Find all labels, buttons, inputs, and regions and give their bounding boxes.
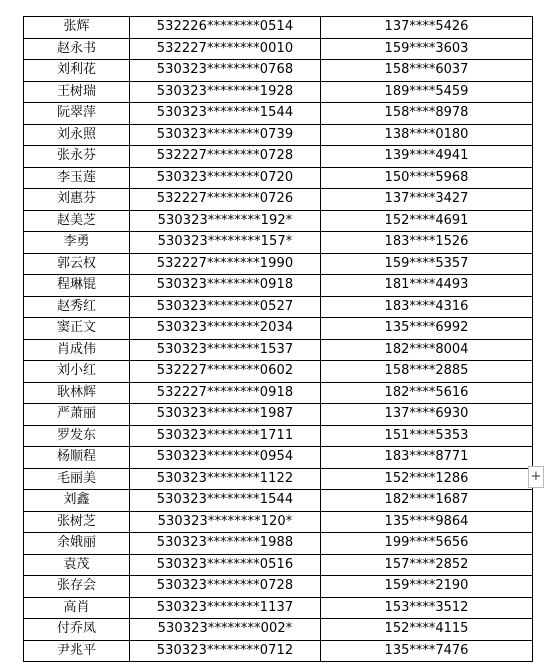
phone-cell[interactable]: 152****1286 (321, 468, 533, 490)
table-row (24, 81, 533, 103)
name-cell[interactable]: 程琳锟 (24, 275, 130, 297)
table-row (24, 146, 533, 168)
phone-cell[interactable]: 159****3603 (321, 38, 533, 60)
id-number-cell[interactable]: 532227********1990 (130, 253, 321, 275)
id-number-cell[interactable]: 530323********0527 (130, 296, 321, 318)
id-number-cell[interactable]: 530323********002* (130, 619, 321, 641)
table-row (24, 275, 533, 297)
table-row (24, 17, 533, 39)
id-number-cell[interactable]: 532227********0010 (130, 38, 321, 60)
table-row (24, 60, 533, 82)
table-row (24, 468, 533, 490)
id-number-cell[interactable]: 530323********0720 (130, 167, 321, 189)
table-row (24, 425, 533, 447)
table-row (24, 447, 533, 469)
phone-cell[interactable]: 135****9864 (321, 511, 533, 533)
phone-cell[interactable]: 137****6930 (321, 404, 533, 426)
phone-cell[interactable]: 182****5616 (321, 382, 533, 404)
name-cell[interactable]: 李勇 (24, 232, 130, 254)
name-cell[interactable]: 余娥丽 (24, 533, 130, 555)
name-cell[interactable]: 赵秀红 (24, 296, 130, 318)
phone-cell[interactable]: 181****4493 (321, 275, 533, 297)
id-number-cell[interactable]: 532227********0602 (130, 361, 321, 383)
id-number-cell[interactable]: 530323********1537 (130, 339, 321, 361)
phone-cell[interactable]: 199****5656 (321, 533, 533, 555)
name-cell[interactable]: 付乔凤 (24, 619, 130, 641)
id-number-cell[interactable]: 532227********0726 (130, 189, 321, 211)
table-row (24, 511, 533, 533)
id-number-cell[interactable]: 530323********120* (130, 511, 321, 533)
id-number-cell[interactable]: 530323********2034 (130, 318, 321, 340)
name-cell[interactable]: 毛丽美 (24, 468, 130, 490)
name-cell[interactable]: 张永芬 (24, 146, 130, 168)
id-number-cell[interactable]: 530323********1711 (130, 425, 321, 447)
id-number-cell[interactable]: 530323********1544 (130, 490, 321, 512)
phone-cell[interactable]: 150****5968 (321, 167, 533, 189)
name-cell[interactable]: 窦正文 (24, 318, 130, 340)
table-body (24, 17, 533, 662)
phone-cell[interactable]: 183****1526 (321, 232, 533, 254)
table-row (24, 554, 533, 576)
id-number-cell[interactable]: 530323********192* (130, 210, 321, 232)
add-column-button[interactable]: + (528, 466, 544, 488)
name-cell[interactable]: 刘永照 (24, 124, 130, 146)
name-cell[interactable]: 严萧丽 (24, 404, 130, 426)
name-cell[interactable]: 张存会 (24, 576, 130, 598)
name-cell[interactable]: 刘利花 (24, 60, 130, 82)
id-number-cell[interactable]: 530323********0728 (130, 576, 321, 598)
name-cell[interactable]: 刘鑫 (24, 490, 130, 512)
table-row (24, 318, 533, 340)
name-cell[interactable]: 李玉莲 (24, 167, 130, 189)
name-cell[interactable]: 袁茂 (24, 554, 130, 576)
name-cell[interactable]: 赵永书 (24, 38, 130, 60)
table-row (24, 382, 533, 404)
phone-cell[interactable]: 159****5357 (321, 253, 533, 275)
phone-cell[interactable]: 183****8771 (321, 447, 533, 469)
phone-cell[interactable]: 135****6992 (321, 318, 533, 340)
id-number-cell[interactable]: 530323********1988 (130, 533, 321, 555)
table-row (24, 361, 533, 383)
phone-cell[interactable]: 182****8004 (321, 339, 533, 361)
id-number-cell[interactable]: 532227********0918 (130, 382, 321, 404)
name-cell[interactable]: 肖成伟 (24, 339, 130, 361)
id-number-cell[interactable]: 530323********0712 (130, 640, 321, 662)
name-cell[interactable]: 王树瑞 (24, 81, 130, 103)
phone-cell[interactable]: 189****5459 (321, 81, 533, 103)
table-row (24, 253, 533, 275)
table-row (24, 597, 533, 619)
phone-cell[interactable]: 137****3427 (321, 189, 533, 211)
id-number-cell[interactable]: 532226********0514 (130, 17, 321, 39)
name-cell[interactable]: 刘小红 (24, 361, 130, 383)
table-row (24, 232, 533, 254)
phone-cell[interactable]: 138****0180 (321, 124, 533, 146)
phone-cell[interactable]: 158****8978 (321, 103, 533, 125)
name-cell[interactable]: 张辉 (24, 17, 130, 39)
table-row (24, 167, 533, 189)
phone-cell[interactable]: 135****7476 (321, 640, 533, 662)
table-row (24, 640, 533, 662)
id-number-cell[interactable]: 530323********1987 (130, 404, 321, 426)
id-number-cell[interactable]: 530323********1544 (130, 103, 321, 125)
id-number-cell[interactable]: 530323********1137 (130, 597, 321, 619)
table-row (24, 296, 533, 318)
name-cell[interactable]: 耿林辉 (24, 382, 130, 404)
phone-cell[interactable]: 183****4316 (321, 296, 533, 318)
name-cell[interactable]: 阮翠萍 (24, 103, 130, 125)
phone-cell[interactable]: 153****3512 (321, 597, 533, 619)
table-row (24, 404, 533, 426)
id-number-cell[interactable]: 530323********1928 (130, 81, 321, 103)
phone-cell[interactable]: 157****2852 (321, 554, 533, 576)
name-cell[interactable]: 郭云权 (24, 253, 130, 275)
id-number-cell[interactable]: 530323********0918 (130, 275, 321, 297)
id-number-cell[interactable]: 530323********0516 (130, 554, 321, 576)
phone-cell[interactable]: 158****2885 (321, 361, 533, 383)
id-number-cell[interactable]: 530323********0739 (130, 124, 321, 146)
phone-cell[interactable]: 152****4115 (321, 619, 533, 641)
data-table (23, 16, 533, 662)
id-number-cell[interactable]: 530323********0954 (130, 447, 321, 469)
phone-cell[interactable]: 137****5426 (321, 17, 533, 39)
id-number-cell[interactable]: 530323********1122 (130, 468, 321, 490)
table-row (24, 103, 533, 125)
table-row (24, 38, 533, 60)
phone-cell[interactable]: 159****2190 (321, 576, 533, 598)
name-cell[interactable]: 赵美芝 (24, 210, 130, 232)
name-cell[interactable]: 尹兆平 (24, 640, 130, 662)
name-cell[interactable]: 高肖 (24, 597, 130, 619)
table-row (24, 124, 533, 146)
phone-cell[interactable]: 152****4691 (321, 210, 533, 232)
table-row (24, 576, 533, 598)
id-number-cell[interactable]: 532227********0728 (130, 146, 321, 168)
phone-cell[interactable]: 158****6037 (321, 60, 533, 82)
id-number-cell[interactable]: 530323********157* (130, 232, 321, 254)
name-cell[interactable]: 张树芝 (24, 511, 130, 533)
table-row (24, 533, 533, 555)
table-row (24, 339, 533, 361)
name-cell[interactable]: 杨顺程 (24, 447, 130, 469)
table-row (24, 619, 533, 641)
id-number-cell[interactable]: 530323********0768 (130, 60, 321, 82)
name-cell[interactable]: 罗发东 (24, 425, 130, 447)
table-row (24, 210, 533, 232)
name-cell[interactable]: 刘惠芬 (24, 189, 130, 211)
phone-cell[interactable]: 139****4941 (321, 146, 533, 168)
table-row (24, 490, 533, 512)
phone-cell[interactable]: 151****5353 (321, 425, 533, 447)
phone-cell[interactable]: 182****1687 (321, 490, 533, 512)
table-row (24, 189, 533, 211)
